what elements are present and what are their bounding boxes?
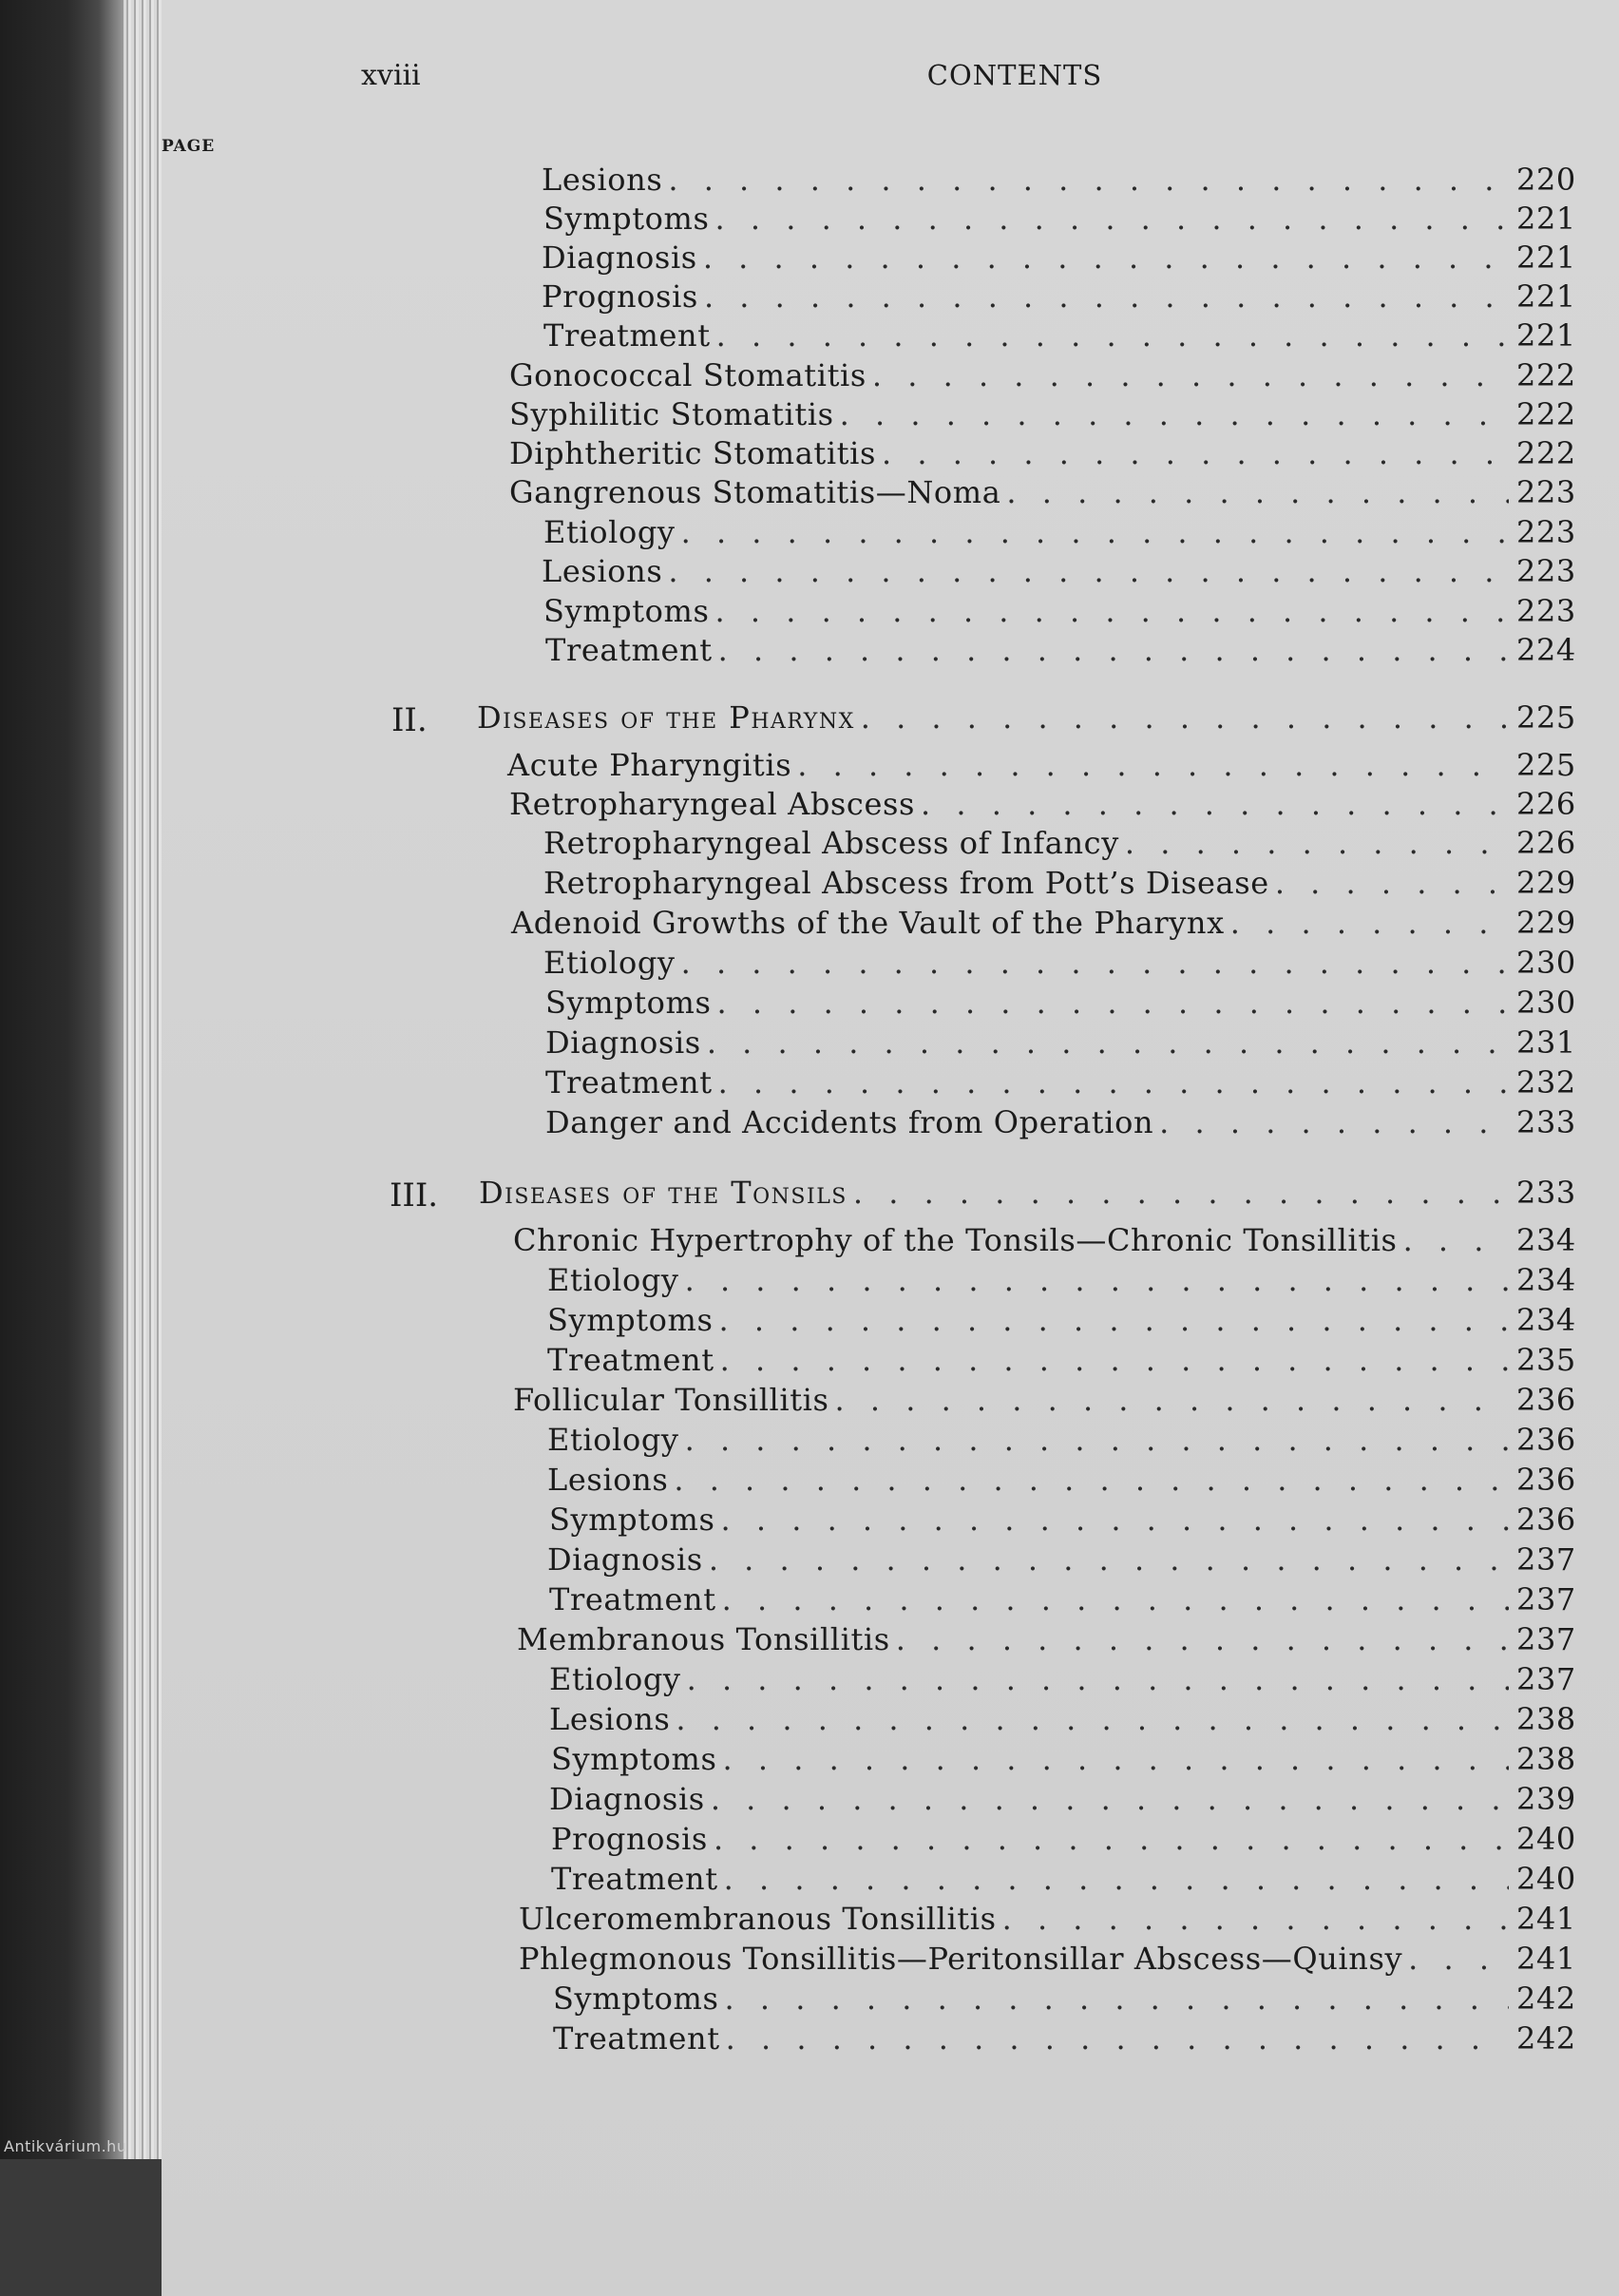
toc-entry: Retropharyngeal Abscess of Infancy . . . 226 (543, 825, 1573, 861)
toc-entry: Follicular Tonsillitis . . . 236 (513, 1382, 1573, 1418)
toc-entry: Symptoms . . . 242 (553, 1980, 1573, 2017)
toc-entry: Treatment . . . 232 (545, 1064, 1573, 1100)
toc-entry: Symptoms . . . 221 (543, 201, 1573, 237)
toc-entry: Treatment . . . 240 (551, 1861, 1573, 1897)
toc-entry: Lesions . . . 238 (549, 1701, 1573, 1737)
toc-entry: Diphtheritic Stomatitis . . . 222 (509, 435, 1573, 471)
toc-entry: Diagnosis . . . 237 (547, 1541, 1573, 1578)
toc-entry: Symptoms . . . 234 (547, 1302, 1573, 1338)
page-title: CONTENTS (926, 59, 1103, 91)
watermark-text: Antikvárium.hu (4, 2137, 127, 2155)
toc-entry: Lesions . . . 220 (542, 162, 1573, 198)
toc-entry: Treatment . . . 221 (543, 317, 1573, 354)
toc-entry: Prognosis . . . 240 (551, 1821, 1573, 1857)
chapter-heading: Diseases of the Pharynx . . . 225 (477, 699, 1573, 736)
toc-entry: Retropharyngeal Abscess . . . 226 (509, 786, 1573, 822)
toc-entry: Symptoms . . . 238 (551, 1741, 1573, 1777)
toc-entry: Adenoid Growths of the Vault of the Pharynx . . . 229 (511, 905, 1573, 941)
toc-entry: Diagnosis . . . 221 (542, 239, 1573, 276)
toc-entry: Prognosis . . . 221 (542, 278, 1573, 315)
page-column-label: PAGE (162, 137, 1619, 2296)
page-folio: xviii (361, 59, 421, 92)
toc-entry: Ulceromembranous Tonsillitis . . . 241 (519, 1901, 1573, 1937)
toc-entry: Diagnosis . . . 239 (549, 1781, 1573, 1817)
toc-entry: Phlegmonous Tonsillitis—Peritonsillar Abscess—Quinsy . . . 241 (519, 1941, 1573, 1977)
chapter-number: II. (391, 701, 428, 739)
toc-entry: Etiology . . . 230 (543, 945, 1573, 981)
toc-entry: Symptoms . . . 236 (549, 1502, 1573, 1538)
chapter-heading: Diseases of the Tonsils . . . 233 (479, 1175, 1573, 1211)
toc-entry: Treatment . . . 224 (545, 632, 1573, 668)
toc-entry: Retropharyngeal Abscess from Pott’s Disease . . . 229 (543, 865, 1573, 901)
toc-entry: Membranous Tonsillitis . . . 237 (517, 1621, 1573, 1657)
chapter-number: III. (390, 1177, 439, 1215)
toc-entry: Gangrenous Stomatitis—Noma . . . 223 (509, 474, 1573, 510)
toc-entry: Etiology . . . 237 (549, 1661, 1573, 1697)
toc-entry: Treatment . . . 237 (549, 1581, 1573, 1617)
toc-entry: Diagnosis . . . 231 (545, 1024, 1573, 1061)
toc-entry: Treatment . . . 235 (547, 1342, 1573, 1378)
toc-entry: Danger and Accidents from Operation . . . 233 (545, 1104, 1573, 1140)
toc-entry: Lesions . . . 236 (547, 1462, 1573, 1498)
toc-entry: Symptoms . . . 230 (545, 985, 1573, 1021)
toc-entry: Acute Pharyngitis . . . 225 (507, 747, 1573, 783)
toc-entry: Symptoms . . . 223 (543, 593, 1573, 629)
toc-entry: Syphilitic Stomatitis . . . 222 (509, 396, 1573, 432)
toc-entry: Etiology . . . 236 (547, 1422, 1573, 1458)
toc-entry: Gonococcal Stomatitis . . . 222 (509, 357, 1573, 393)
toc-entry: Lesions . . . 223 (542, 553, 1573, 589)
toc-entry: Etiology . . . 223 (543, 514, 1573, 550)
toc-entry: Etiology . . . 234 (547, 1262, 1573, 1298)
toc-entry: Treatment . . . 242 (553, 2020, 1573, 2057)
toc-entry: Chronic Hypertrophy of the Tonsils—Chronic Tonsillitis . . . 234 (513, 1222, 1573, 1258)
